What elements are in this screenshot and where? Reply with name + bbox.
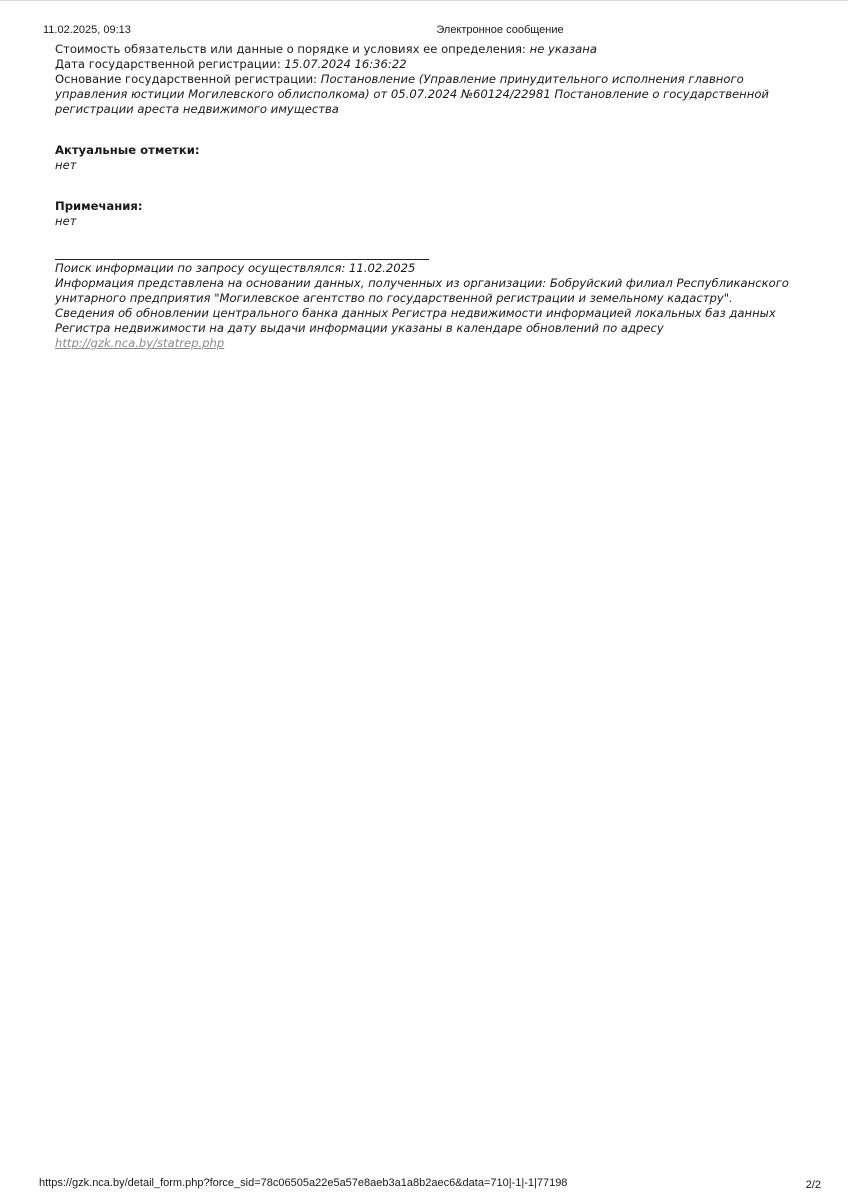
current-marks-heading: Актуальные отметки: [55,143,200,157]
footer-info [55,261,795,351]
update-info: Сведения об обновлении центрального банка данных Регистра недвижимости информацией локальных баз данных Регистра недвижимости на дату выдачи информации указаны в календаре обновлений по адресу [55,306,776,335]
search-date: Поиск информации по запросу осуществлялся: 11.02.2025 [55,261,416,275]
source-organization: Информация представлена на основании данных, полученных из организации: Бобруйский филиал Республиканского унитарного предприятия "Могилевское агентство по государственной регистрации и земельному кадастру". [55,276,789,305]
reg-date-line [55,57,795,72]
registration-details [55,42,795,117]
calendar-link[interactable]: http://gzk.nca.by/statrep.php [55,336,225,350]
footer-divider [55,259,429,260]
current-marks-section [55,143,795,173]
basis-line [55,72,795,117]
basis-label: Основание государственной регистрации: [55,72,318,86]
print-title: Электронное сообщение [436,24,564,36]
notes-section [55,199,795,229]
page-top-edge [0,0,848,1]
reg-date-value: 15.07.2024 16:36:22 [284,57,407,71]
notes-heading: Примечания: [55,199,143,213]
basis-value: Постановление (Управление принудительного исполнения главного управления юстиции Могилевского облисполкома) от 05.07.2024 №60124/22981 Постановление о государственной регистрации ареста недвижимого имущества [55,72,769,116]
current-marks-value: нет [55,158,77,172]
document-body [55,42,795,351]
notes-value: нет [55,214,77,228]
print-datetime: 11.02.2025, 09:13 [43,24,131,36]
print-url: https://gzk.nca.by/detail_form.php?force_sid=78c06505a22e5a57e8aeb3a1a8b2aec6&data=710|-1|-1|77198 [39,1177,568,1189]
reg-date-label: Дата государственной регистрации: [55,57,281,71]
page-number: 2/2 [805,1179,821,1191]
cost-value: не указана [529,42,597,56]
cost-label: Стоимость обязательств или данные о порядке и условиях ее определения: [55,42,526,56]
cost-line [55,42,795,57]
